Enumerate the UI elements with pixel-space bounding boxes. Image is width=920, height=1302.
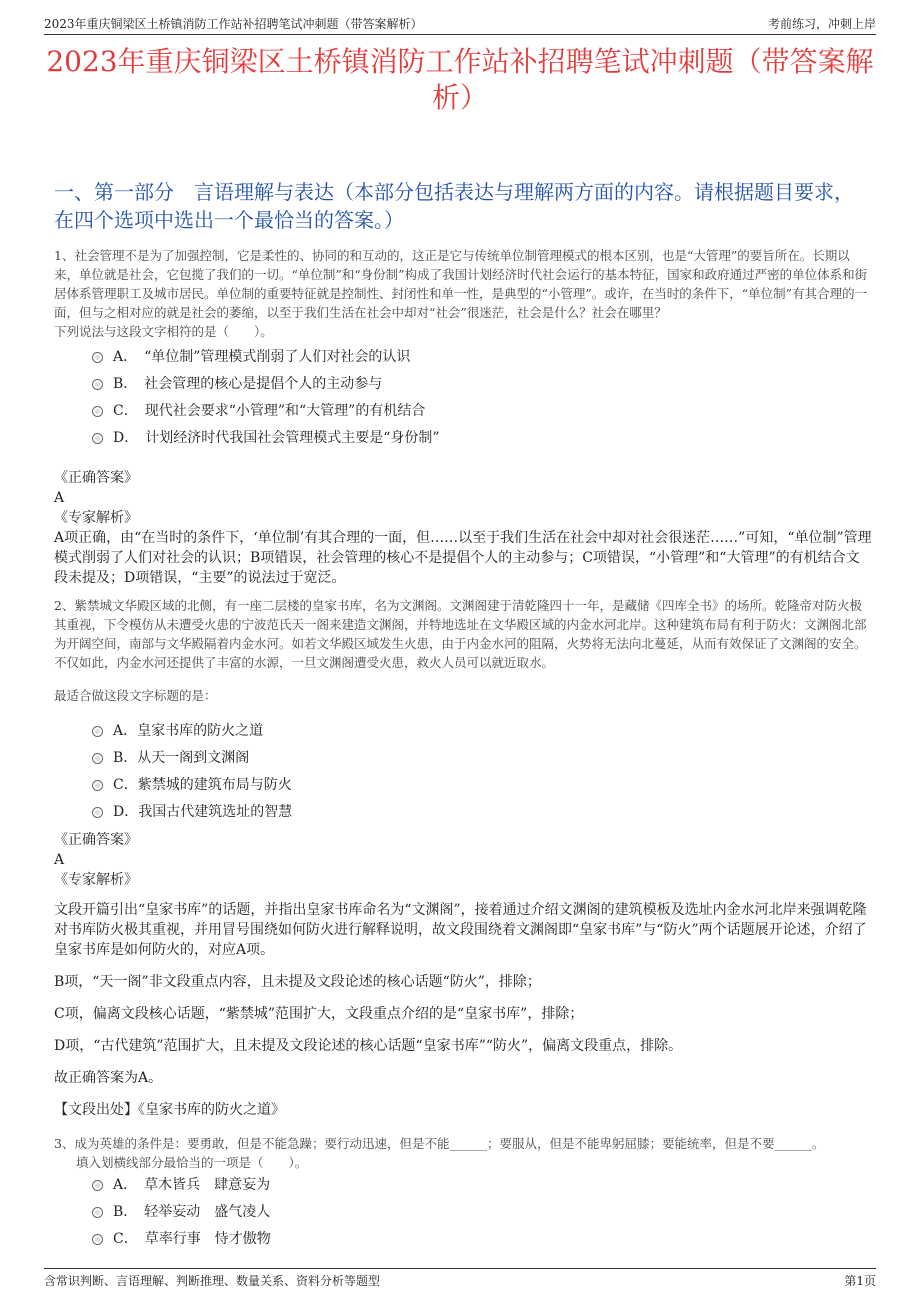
q1-option-b[interactable] [92, 369, 860, 396]
radio-icon[interactable] [92, 406, 103, 417]
option-label: D．我国古代建筑选址的智慧 [113, 803, 293, 820]
radio-icon[interactable] [92, 726, 103, 737]
question-2-analysis [54, 900, 872, 1132]
question-1-text: 1、社会管理不是为了加强控制，它是柔性的、协同的和互动的，这正是它与传统单位制管理模式的根本区别，也是“大管理”的要旨所在。长期以来，单位就是社会，它包揽了我们的一切。“单位制”和“身份制”构成了我国计划经济时代社会运行的基本特征，国家和政府通过严密的单位体系和街居体系管理职工及城市居民。单位制的重要特征就是控制性、封闭性和单一性，是典型的“小管理”。或许，在当时的条件下，“单位制”有其合理的一面，但与之相对应的就是社会的萎缩，以至于我们生活在社会中却对“社会”很迷茫，社会是什么？社会在哪里？ [54, 248, 868, 320]
question-2-ask: 最适合做这段文字标题的是： [54, 688, 217, 703]
footer-note: 含常识判断、言语理解、判断推理、数量关系、资料分析等题型 [44, 1274, 381, 1288]
q1-option-d[interactable] [92, 423, 860, 450]
q3-option-b[interactable] [92, 1197, 860, 1224]
radio-icon[interactable] [92, 1234, 103, 1245]
header-slogan: 考前练习，冲刺上岸 [767, 17, 876, 31]
analysis-paragraph: 故正确答案为A。 [54, 1070, 163, 1086]
radio-icon[interactable] [92, 379, 103, 390]
analysis-paragraph: B项，“天一阁”非文段重点内容，且未提及文段论述的核心话题“防火”，排除； [54, 974, 541, 990]
page-header [44, 10, 876, 35]
question-3-stem [54, 1134, 872, 1172]
question-3-text: 3、成为英雄的条件是：要勇敢，但是不能急躁；要行动迅速，但是不能______；要服从，但是不能卑躬屈膝；要能统率，但是不要______。 [54, 1136, 825, 1151]
question-3-ask: 填入划横线部分最恰当的一项是（ ）。 [76, 1155, 308, 1170]
radio-icon[interactable] [92, 780, 103, 791]
q3-option-c[interactable] [92, 1224, 860, 1251]
answer-label: 《正确答案》 [54, 832, 138, 848]
question-1-answer [54, 468, 872, 588]
option-label: B．从天一阁到文渊阁 [113, 749, 250, 766]
source-reference: 【文段出处】《皇家书库的防火之道》 [54, 1102, 285, 1118]
analysis-paragraph: 文段开篇引出“皇家书库”的话题，并指出皇家书库命名为“文渊阁”，接着通过介绍文渊阁的建筑模板及选址内金水河北岸来强调乾隆对书库防火极其重视，并用冒号围绕如何防火进行解释说明，故文段围绕着文渊阁即“皇家书库”与“防火”两个话题展开论述，介绍了皇家书库是如何防火的，对应A项。 [54, 902, 867, 958]
answer-value: A [54, 852, 65, 868]
question-1-ask: 下列说法与这段文字相符的是（ ）。 [54, 324, 273, 339]
option-label: C．紫禁城的建筑布局与防火 [113, 776, 292, 793]
radio-icon[interactable] [92, 1180, 103, 1191]
page-footer [44, 1268, 876, 1289]
page-number: 第1页 [844, 1274, 876, 1288]
answer-label: 《正确答案》 [54, 470, 138, 486]
radio-icon[interactable] [92, 807, 103, 818]
q1-option-a[interactable] [92, 342, 860, 369]
document-title: 2023年重庆铜梁区土桥镇消防工作站补招聘笔试冲刺题（带答案解析） [46, 45, 874, 114]
option-label: B． 轻举妄动 盛气凌人 [113, 1203, 271, 1220]
option-label: B． 社会管理的核心是提倡个人的主动参与 [113, 375, 383, 392]
question-3-options [92, 1170, 860, 1251]
q2-option-a[interactable] [92, 716, 860, 743]
answer-value: A [54, 490, 65, 506]
option-label: C． 草率行事 恃才傲物 [113, 1230, 271, 1247]
analysis-label: 《专家解析》 [54, 872, 138, 888]
question-2-options [92, 716, 860, 824]
analysis-paragraph: C项，偏离文段核心话题，“紫禁城”范围扩大，文段重点介绍的是“皇家书库”，排除； [54, 1006, 584, 1022]
radio-icon[interactable] [92, 352, 103, 363]
analysis-text: A项正确，由“在当时的条件下，‘单位制’有其合理的一面，但……以至于我们生活在社会中却对社会很迷茫……”可知，“单位制”管理模式削弱了人们对社会的认识；B项错误，社会管理的核心不是提倡个人的主动参与；C项错误，“小管理”和“大管理”的有机结合文段未提及；D项错误，“主要”的说法过于宽泛。 [54, 530, 872, 586]
question-1-options [92, 342, 860, 450]
option-label: A． 草木皆兵 肆意妄为 [113, 1176, 271, 1193]
q3-option-a[interactable] [92, 1170, 860, 1197]
q2-option-d[interactable] [92, 797, 860, 824]
option-label: D． 计划经济时代我国社会管理模式主要是“身份制” [113, 429, 440, 446]
q2-option-b[interactable] [92, 743, 860, 770]
option-label: C． 现代社会要求“小管理”和“大管理”的有机结合 [113, 402, 426, 419]
radio-icon[interactable] [92, 1207, 103, 1218]
analysis-label: 《专家解析》 [54, 510, 138, 526]
question-2-stem [54, 596, 872, 705]
question-2-answer [54, 830, 872, 890]
header-title: 2023年重庆铜梁区土桥镇消防工作站补招聘笔试冲刺题（带答案解析） [44, 17, 423, 31]
option-label: A． “单位制”管理模式削弱了人们对社会的认识 [113, 348, 411, 365]
section-heading: 一、第一部分 言语理解与表达（本部分包括表达与理解两方面的内容。请根据题目要求，在四个选项中选出一个最恰当的答案。） [54, 180, 854, 232]
question-1-stem [54, 246, 872, 341]
radio-icon[interactable] [92, 433, 103, 444]
question-2-text: 2、紫禁城文华殿区域的北侧，有一座二层楼的皇家书库，名为文渊阁。文渊阁建于清乾隆四十一年，是藏储《四库全书》的场所。乾隆帝对防火极其重视，下令模仿从未遭受火患的宁波范氏天一阁来建造文渊阁，并特地选址在文华殿区域的内金水河北岸。这种建筑布局有利于防火：文渊阁北部为开阔空间，南部与文华殿隔着内金水河。如若文华殿区域发生火患，由于内金水河的阻隔，火势将无法向北蔓延，从而有效保证了文渊阁的安全。不仅如此，内金水河还提供了丰富的水源，一旦文渊阁遭受火患，救火人员可以就近取水。 [54, 598, 867, 670]
radio-icon[interactable] [92, 753, 103, 764]
q2-option-c[interactable] [92, 770, 860, 797]
q1-option-c[interactable] [92, 396, 860, 423]
analysis-paragraph: D项，“古代建筑”范围扩大，且未提及文段论述的核心话题“皇家书库”“防火”，偏离文段重点，排除。 [54, 1038, 683, 1054]
option-label: A．皇家书库的防火之道 [113, 722, 264, 739]
